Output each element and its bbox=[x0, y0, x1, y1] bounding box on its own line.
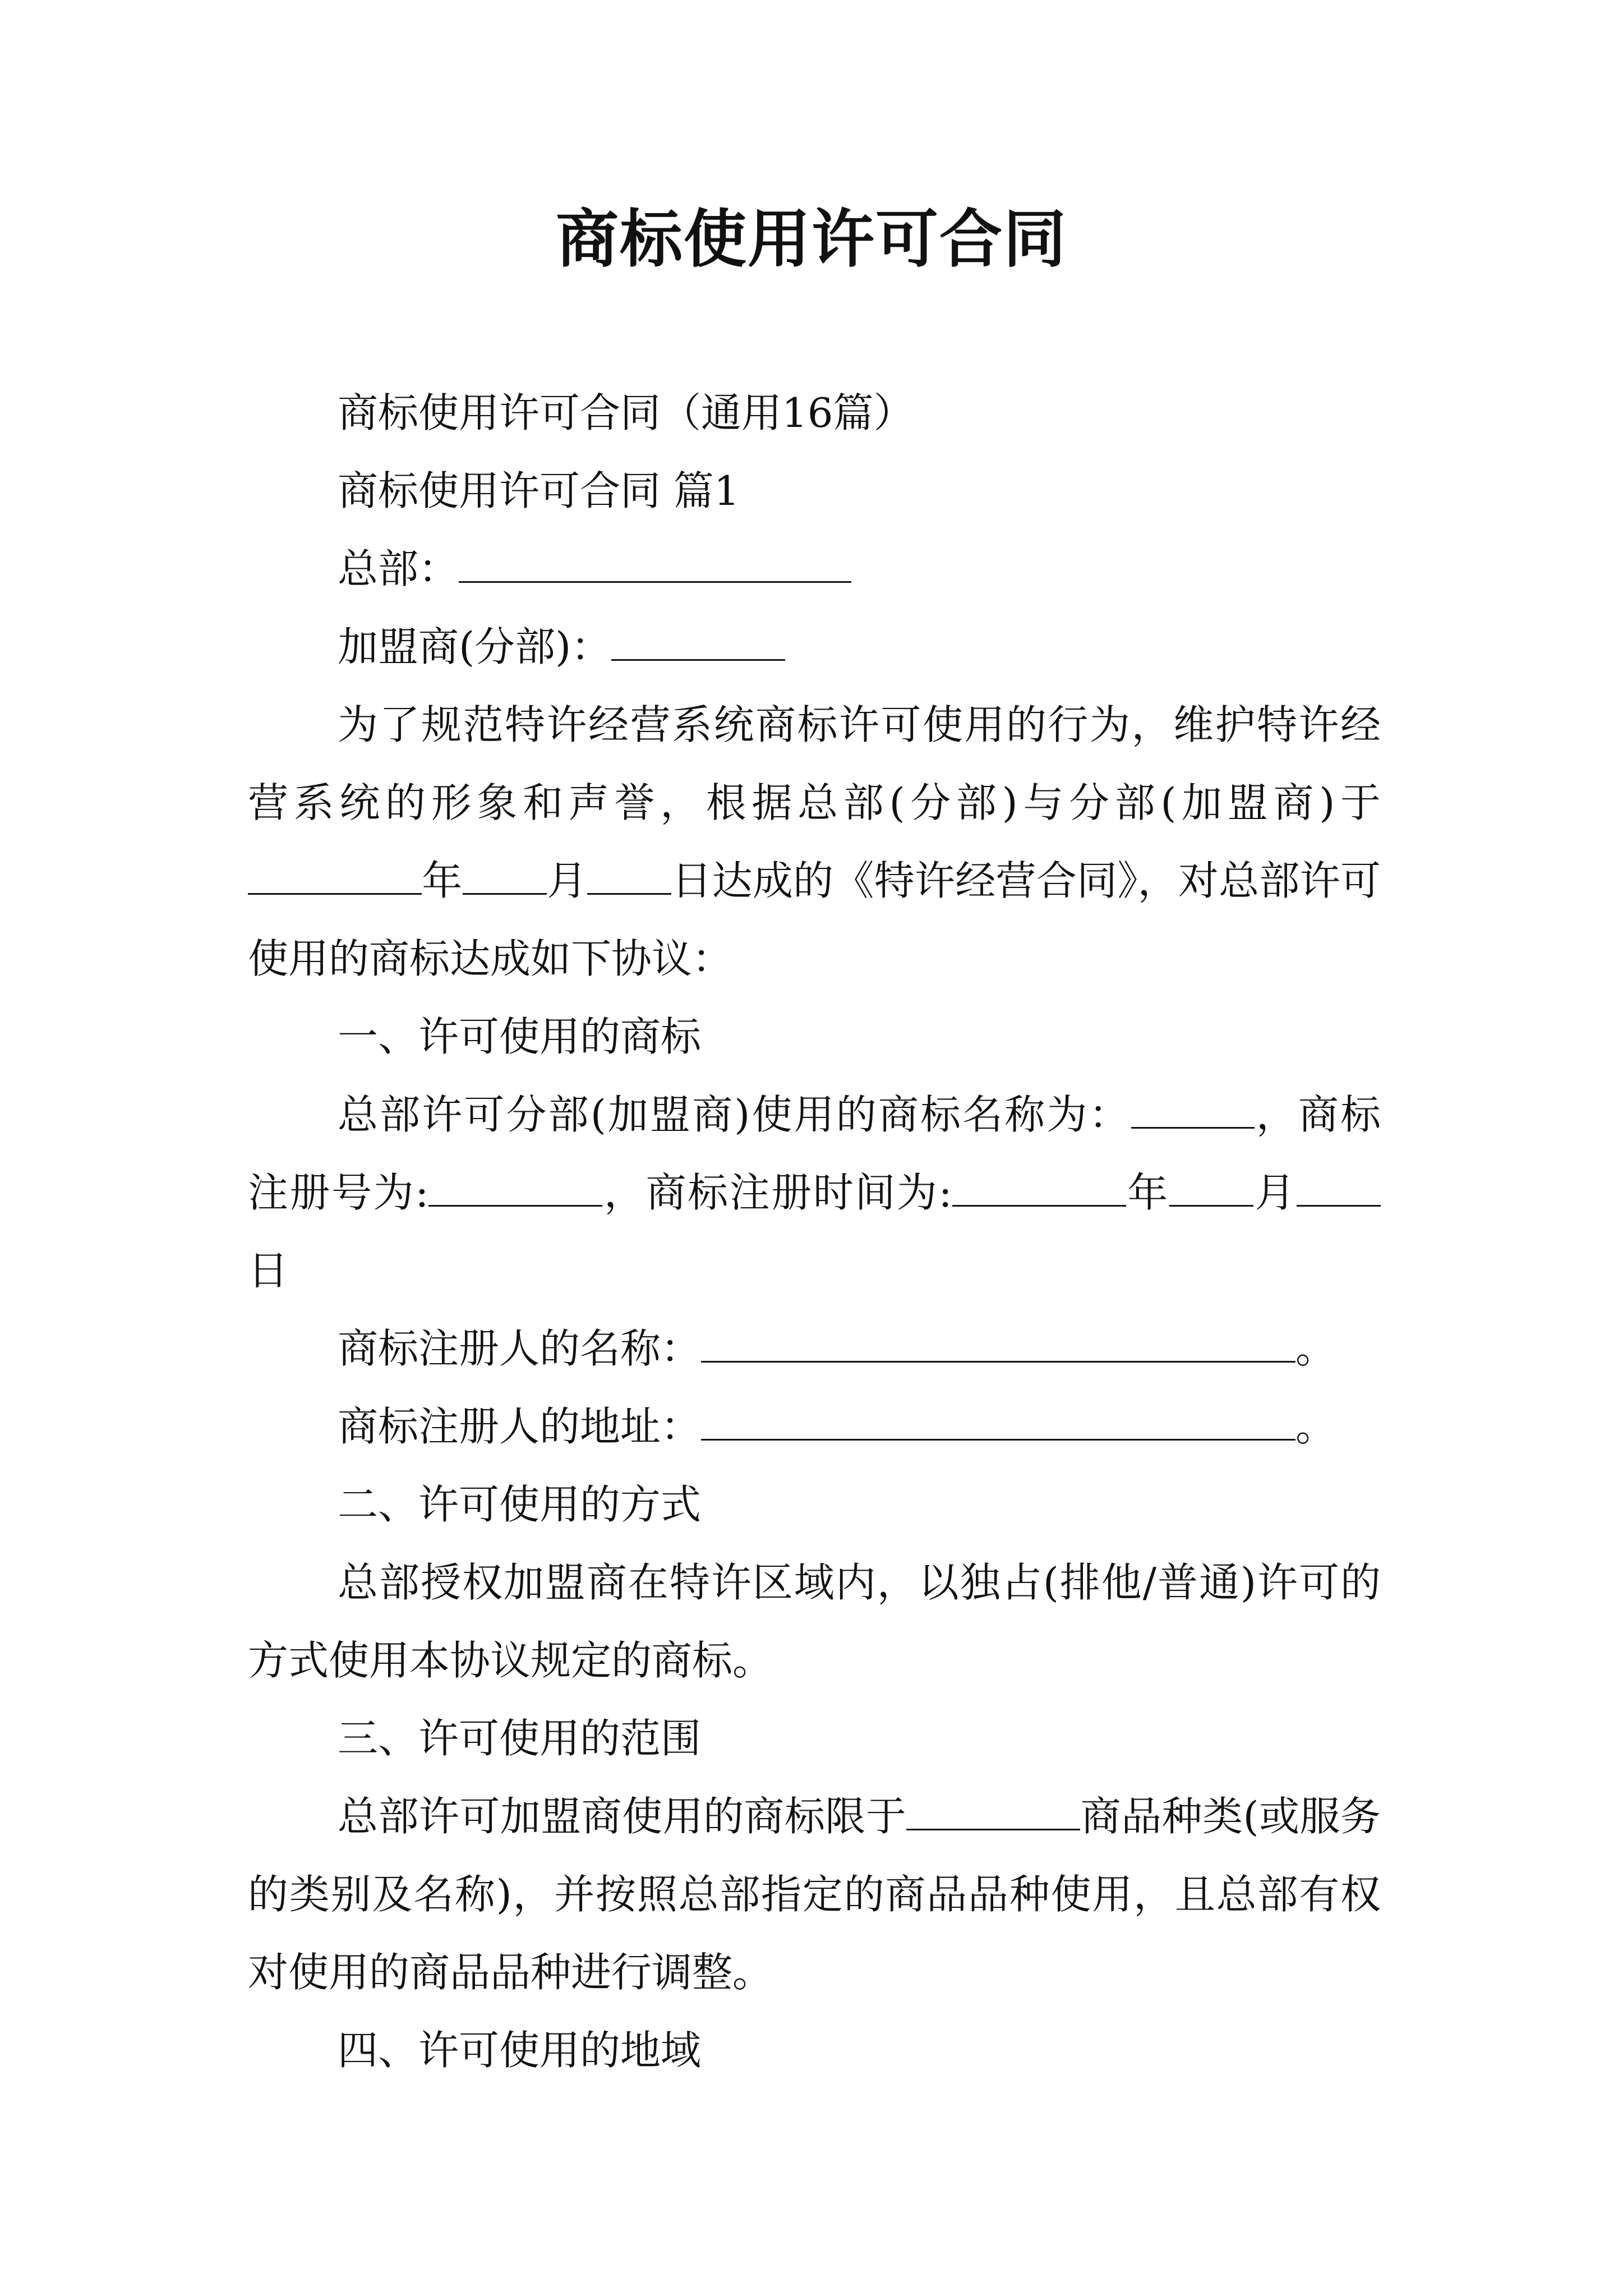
blank-line bbox=[463, 855, 547, 895]
party-hq-label: 总部： bbox=[338, 545, 459, 592]
s1-text-c: ，商标注册时间为: bbox=[602, 1169, 952, 1216]
blank-line bbox=[611, 621, 785, 661]
s3-text-a: 总部许可加盟商使用的商标限于 bbox=[338, 1793, 907, 1840]
registrant-name-line bbox=[248, 1310, 1381, 1388]
blank-line bbox=[906, 1791, 1080, 1830]
blank-line bbox=[701, 1323, 1295, 1363]
s2-paragraph: 总部授权加盟商在特许区域内，以独占(排他/普通)许可的方式使用本协议规定的商标。 bbox=[248, 1559, 1381, 1684]
preamble-paragraph bbox=[248, 686, 1381, 998]
s1-year: 年 bbox=[1126, 1169, 1169, 1216]
s1-comma: ， bbox=[1254, 1091, 1298, 1138]
preamble-text: 为了规范特许经营系统商标许可使用的行为，维护特许经营系统的形象和声誉，根据总部(分部)与分部(加盟商)于 bbox=[248, 701, 1381, 826]
document-title: 商标使用许可合同 bbox=[556, 203, 1067, 276]
registrant-name-label: 商标注册人的名称： bbox=[338, 1325, 702, 1372]
s3-text-b: 商品种类(或服务的类别及名称)，并按照总部指定的商品品种使用，且总部有权对使用的商品品种进行调整。 bbox=[248, 1793, 1381, 1996]
s1-paragraph bbox=[248, 1076, 1381, 1310]
party-franchisee-line bbox=[248, 608, 1381, 686]
s4-heading: 四、许可使用的地域 bbox=[338, 2027, 702, 2074]
s1-month: 月 bbox=[1253, 1169, 1297, 1216]
preamble-month: 月 bbox=[546, 857, 588, 904]
section-heading: 商标使用许可合同 篇1 bbox=[338, 467, 740, 514]
blank-line bbox=[587, 855, 671, 895]
document-subtitle: 商标使用许可合同（通用16篇） bbox=[338, 389, 914, 436]
s1-heading: 一、许可使用的商标 bbox=[338, 1013, 702, 1060]
blank-line bbox=[459, 543, 851, 583]
period: 。 bbox=[1295, 1325, 1336, 1372]
registrant-address-label: 商标注册人的地址： bbox=[338, 1403, 702, 1450]
blank-line bbox=[428, 1167, 602, 1207]
s3-heading: 三、许可使用的范围 bbox=[338, 1715, 702, 1762]
blank-line bbox=[1131, 1089, 1255, 1129]
period: 。 bbox=[1295, 1403, 1336, 1450]
s3-paragraph bbox=[248, 1778, 1381, 2012]
blank-line bbox=[1297, 1167, 1381, 1207]
blank-line bbox=[248, 855, 422, 895]
s1-text-b: 商标注册号为: bbox=[248, 1091, 1381, 1216]
document-body bbox=[248, 374, 1381, 2090]
blank-line bbox=[952, 1167, 1126, 1207]
s1-day: 日 bbox=[248, 1247, 289, 1294]
preamble-year: 年 bbox=[422, 857, 463, 904]
blank-line bbox=[1169, 1167, 1253, 1207]
s1-text-a: 总部许可分部(加盟商)使用的商标名称为： bbox=[338, 1091, 1131, 1138]
party-franchisee-label: 加盟商(分部)： bbox=[338, 623, 612, 670]
blank-line bbox=[701, 1401, 1295, 1441]
registrant-address-line bbox=[248, 1388, 1381, 1466]
preamble-text-2: 日达成的《特许经营合同》，对总部许可使用的商标达成如下协议： bbox=[248, 857, 1381, 982]
s2-heading: 二、许可使用的方式 bbox=[338, 1481, 702, 1528]
party-hq-line bbox=[248, 530, 1381, 608]
